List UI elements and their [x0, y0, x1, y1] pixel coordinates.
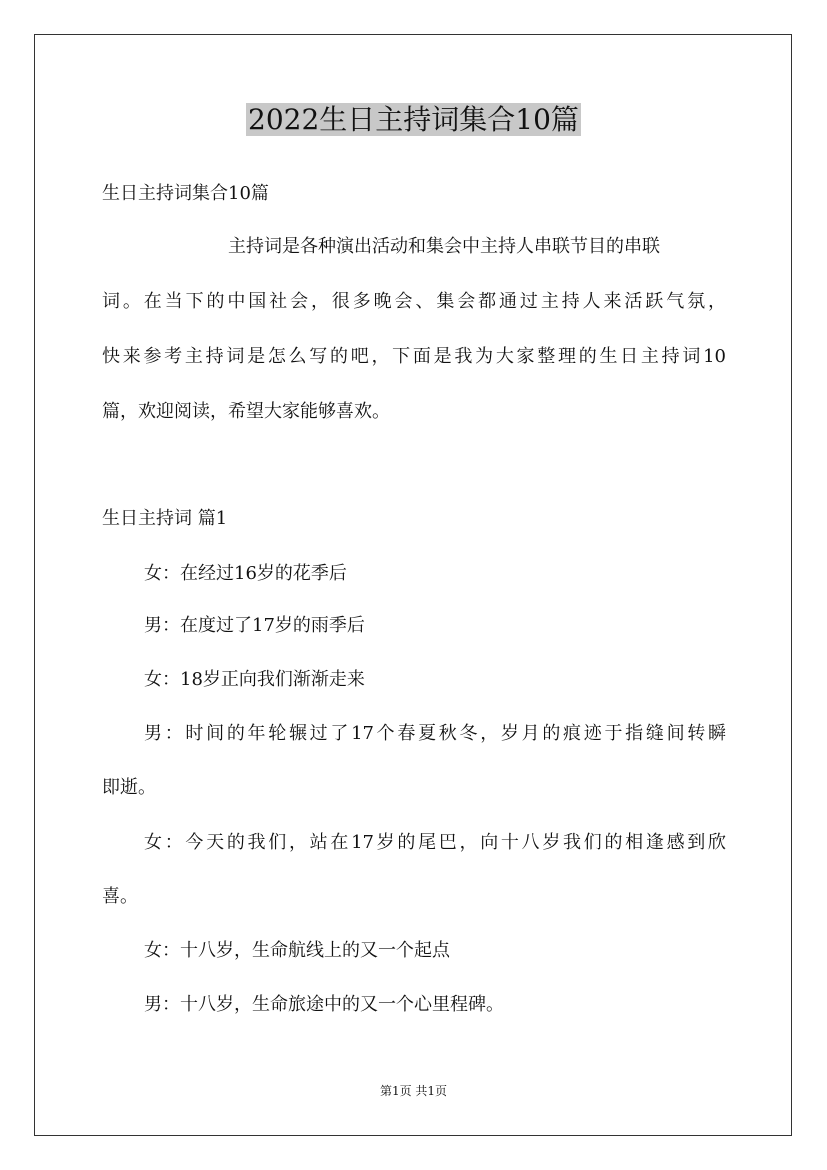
- intro-line-2: 词。在当下的中国社会，很多晚会、集会都通过主持人来活跃气氛，: [102, 291, 726, 312]
- page-number-footer: 第1页 共1页: [379, 1084, 448, 1098]
- dialogue-line-4: 男：时间的年轮辗过了17个春夏秋冬，岁月的痕迹于指缝间转瞬: [144, 723, 726, 744]
- dialogue-line-7: 男：十八岁，生命旅途中的又一个心里程碑。: [144, 994, 504, 1015]
- intro-line-3: 快来参考主持词是怎么写的吧，下面是我为大家整理的生日主持词10: [102, 346, 726, 367]
- document-title-text: 2022生日主持词集合10篇: [248, 103, 579, 136]
- section-heading: 生日主持词 篇1: [102, 508, 228, 529]
- dialogue-line-4-continued: 即逝。: [102, 777, 156, 798]
- dialogue-line-1: 女：在经过16岁的花季后: [144, 563, 347, 584]
- dialogue-line-6: 女：十八岁，生命航线上的又一个起点: [144, 940, 450, 961]
- intro-line-4: 篇，欢迎阅读，希望大家能够喜欢。: [102, 401, 390, 422]
- document-title: [0, 98, 827, 142]
- dialogue-line-5-continued: 喜。: [102, 886, 138, 907]
- intro-line-1: 主持词是各种演出活动和集会中主持人串联节目的串联: [228, 236, 660, 257]
- dialogue-line-2: 男：在度过了17岁的雨季后: [144, 615, 365, 636]
- dialogue-line-3: 女：18岁正向我们渐渐走来: [144, 669, 365, 690]
- document-subtitle: 生日主持词集合10篇: [102, 183, 269, 204]
- dialogue-line-5: 女：今天的我们，站在17岁的尾巴，向十八岁我们的相逢感到欣: [144, 832, 726, 853]
